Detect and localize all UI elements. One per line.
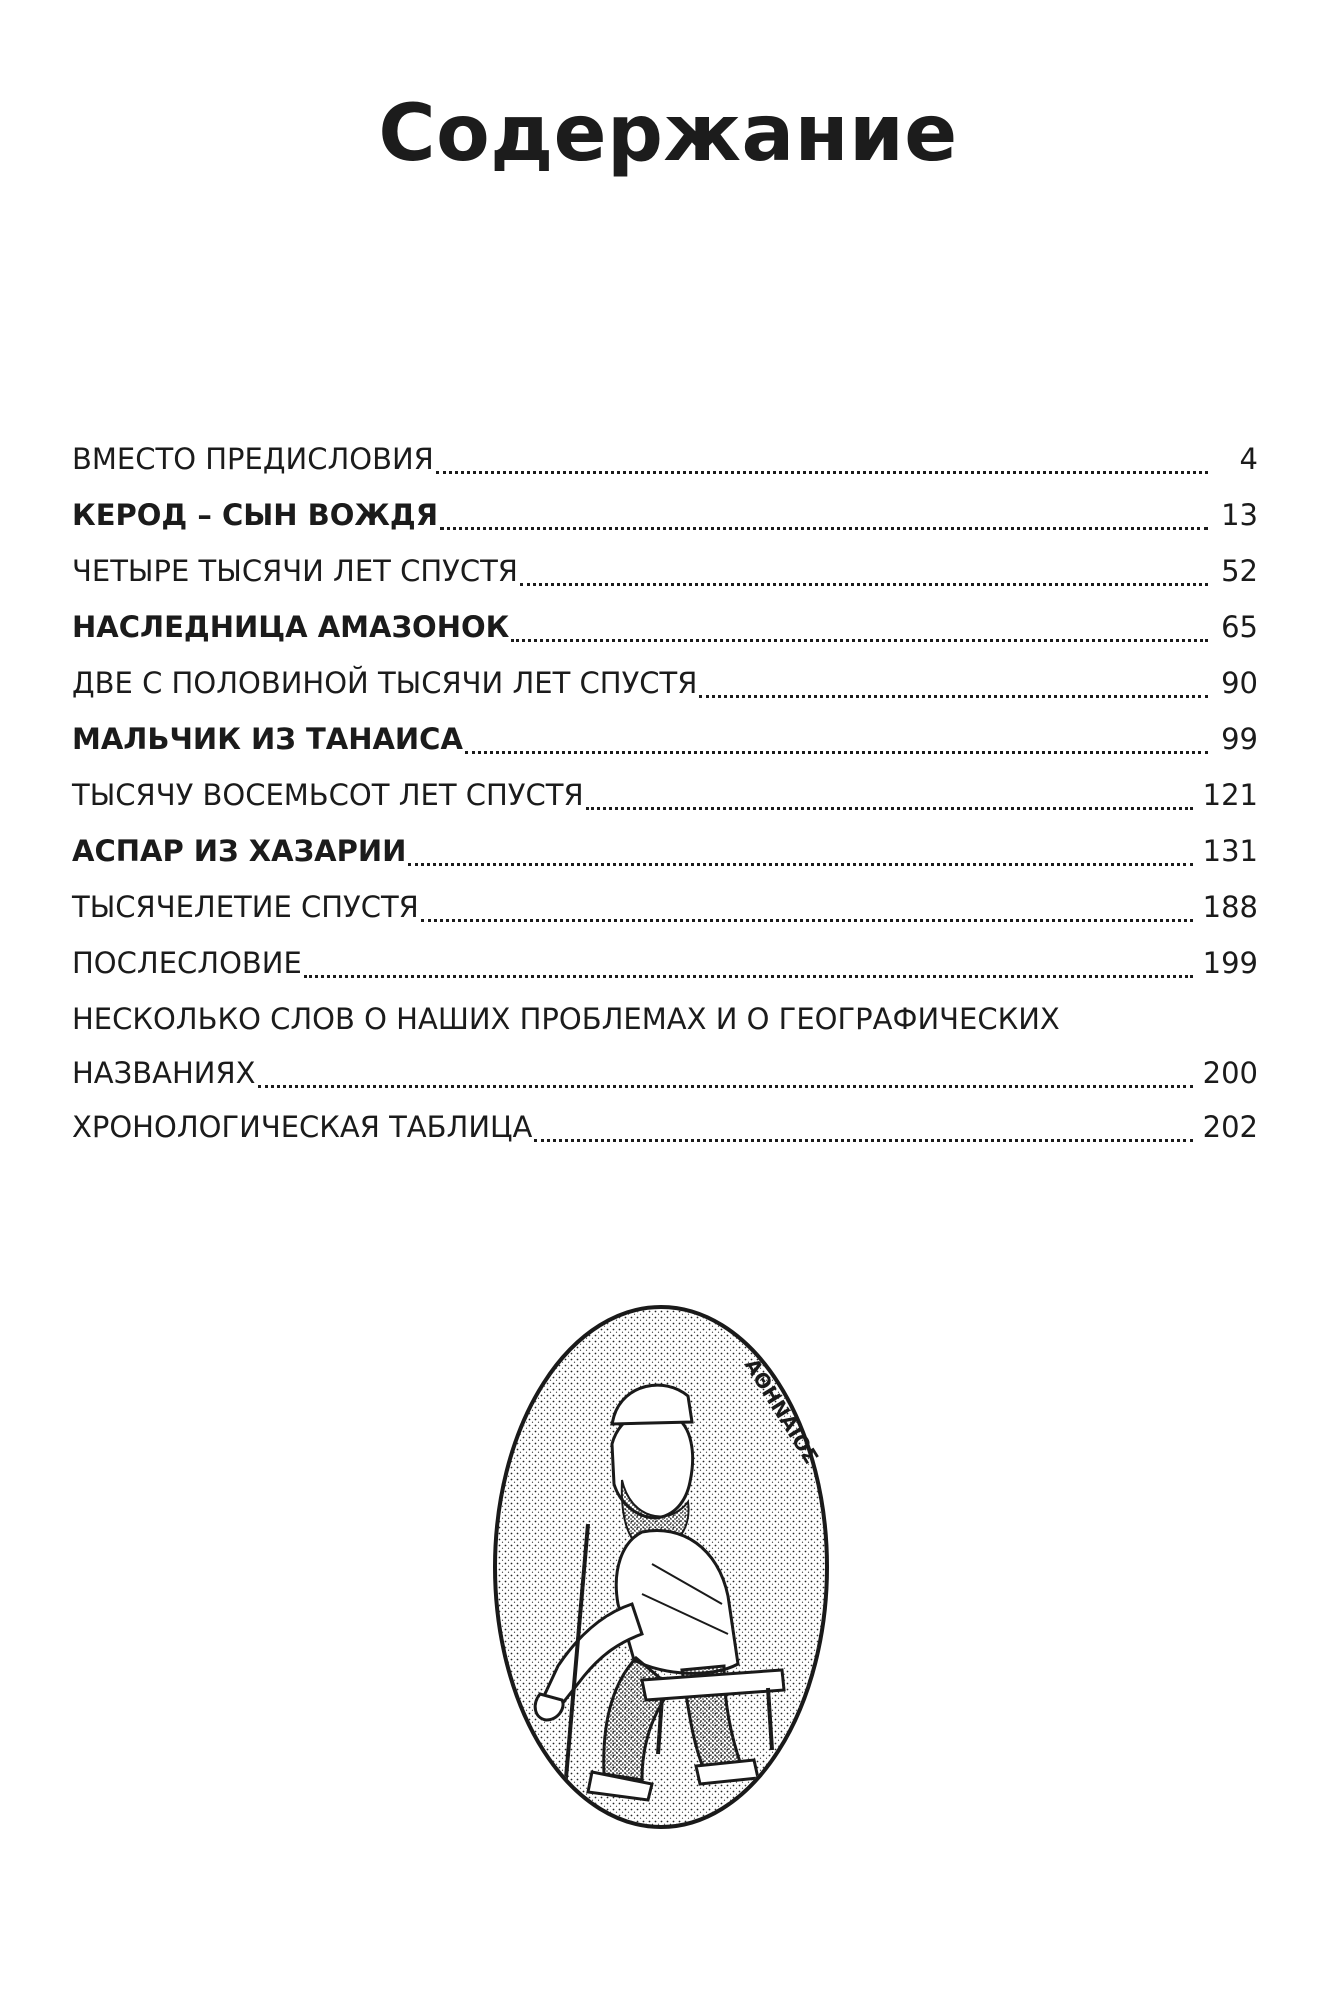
toc-entry[interactable] — [72, 712, 1258, 768]
seal-inscription: ΑΘΗΝΑΙΟΣ — [739, 1353, 824, 1469]
page-title: Содержание — [378, 89, 958, 179]
toc-entry-page: 90 — [1221, 666, 1258, 700]
toc-entry-label: ТЫСЯЧЕЛЕТИЕ СПУСТЯ — [72, 890, 419, 924]
toc-entry-page: 4 — [1239, 442, 1258, 476]
toc-entry[interactable] — [72, 936, 1258, 992]
toc-leader-dots — [586, 806, 1193, 810]
toc-leader-dots — [421, 918, 1193, 922]
toc-entry[interactable] — [72, 992, 1258, 1100]
toc-entry[interactable] — [72, 432, 1258, 488]
toc-leader-dots — [440, 526, 1208, 530]
toc-entry[interactable] — [72, 880, 1258, 936]
toc-entry-page: 188 — [1202, 890, 1258, 924]
toc-leader-dots — [408, 862, 1192, 866]
toc-entry-label: ВМЕСТО ПРЕДИСЛОВИЯ — [72, 442, 434, 476]
toc-entry-label: КЕРОД – СЫН ВОЖДЯ — [72, 498, 439, 532]
toc-entry-page: 202 — [1202, 1110, 1258, 1144]
toc-entry[interactable] — [72, 488, 1258, 544]
toc-entry-label: МАЛЬЧИК ИЗ ТАНАИСА — [72, 722, 463, 756]
toc-entry-label: НАСЛЕДНИЦА АМАЗОНОК — [72, 610, 510, 644]
toc-entry-label-line2: НАЗВАНИЯХ — [72, 1056, 256, 1090]
toc-leader-dots — [534, 1138, 1192, 1142]
toc-entry-page: 131 — [1202, 834, 1258, 868]
toc-entry-label: ДВЕ С ПОЛОВИНОЙ ТЫСЯЧИ ЛЕТ СПУСТЯ — [72, 666, 698, 700]
toc-entry-page: 13 — [1221, 498, 1258, 532]
toc-entry[interactable] — [72, 600, 1258, 656]
toc-entry-page: 65 — [1221, 610, 1258, 644]
toc-entry-page: 200 — [1202, 1056, 1258, 1090]
toc-entry[interactable] — [72, 768, 1258, 824]
toc-entry-label: ЧЕТЫРЕ ТЫСЯЧИ ЛЕТ СПУСТЯ — [72, 554, 518, 588]
toc-leader-dots — [699, 694, 1208, 698]
toc-leader-dots — [511, 638, 1208, 642]
toc-entry[interactable] — [72, 656, 1258, 712]
toc-leader-dots — [436, 470, 1208, 474]
toc-leader-dots — [520, 582, 1208, 586]
toc-entry-label: ХРОНОЛОГИЧЕСКАЯ ТАБЛИЦА — [72, 1110, 533, 1144]
toc-entry-label-line1: НЕСКОЛЬКО СЛОВ О НАШИХ ПРОБЛЕМАХ И О ГЕОГРАФИЧЕСКИХ — [72, 1002, 1060, 1036]
toc-entry-page: 121 — [1202, 778, 1258, 812]
toc-entry[interactable] — [72, 824, 1258, 880]
engraved-gem-seal-icon — [492, 1304, 830, 1830]
toc-entry-page: 52 — [1221, 554, 1258, 588]
toc-entry-label: ПОСЛЕСЛОВИЕ — [72, 946, 302, 980]
toc-entry[interactable] — [72, 544, 1258, 600]
toc-entry-label: ТЫСЯЧУ ВОСЕМЬСОТ ЛЕТ СПУСТЯ — [72, 778, 584, 812]
toc-leader-dots — [465, 750, 1208, 754]
toc-leader-dots — [258, 1084, 1193, 1088]
table-of-contents — [72, 432, 1258, 1156]
toc-entry-page: 99 — [1221, 722, 1258, 756]
toc-entry[interactable] — [72, 1100, 1258, 1156]
toc-entry-label: АСПАР ИЗ ХАЗАРИИ — [72, 834, 407, 868]
toc-entry-page: 199 — [1202, 946, 1258, 980]
toc-leader-dots — [304, 974, 1193, 978]
